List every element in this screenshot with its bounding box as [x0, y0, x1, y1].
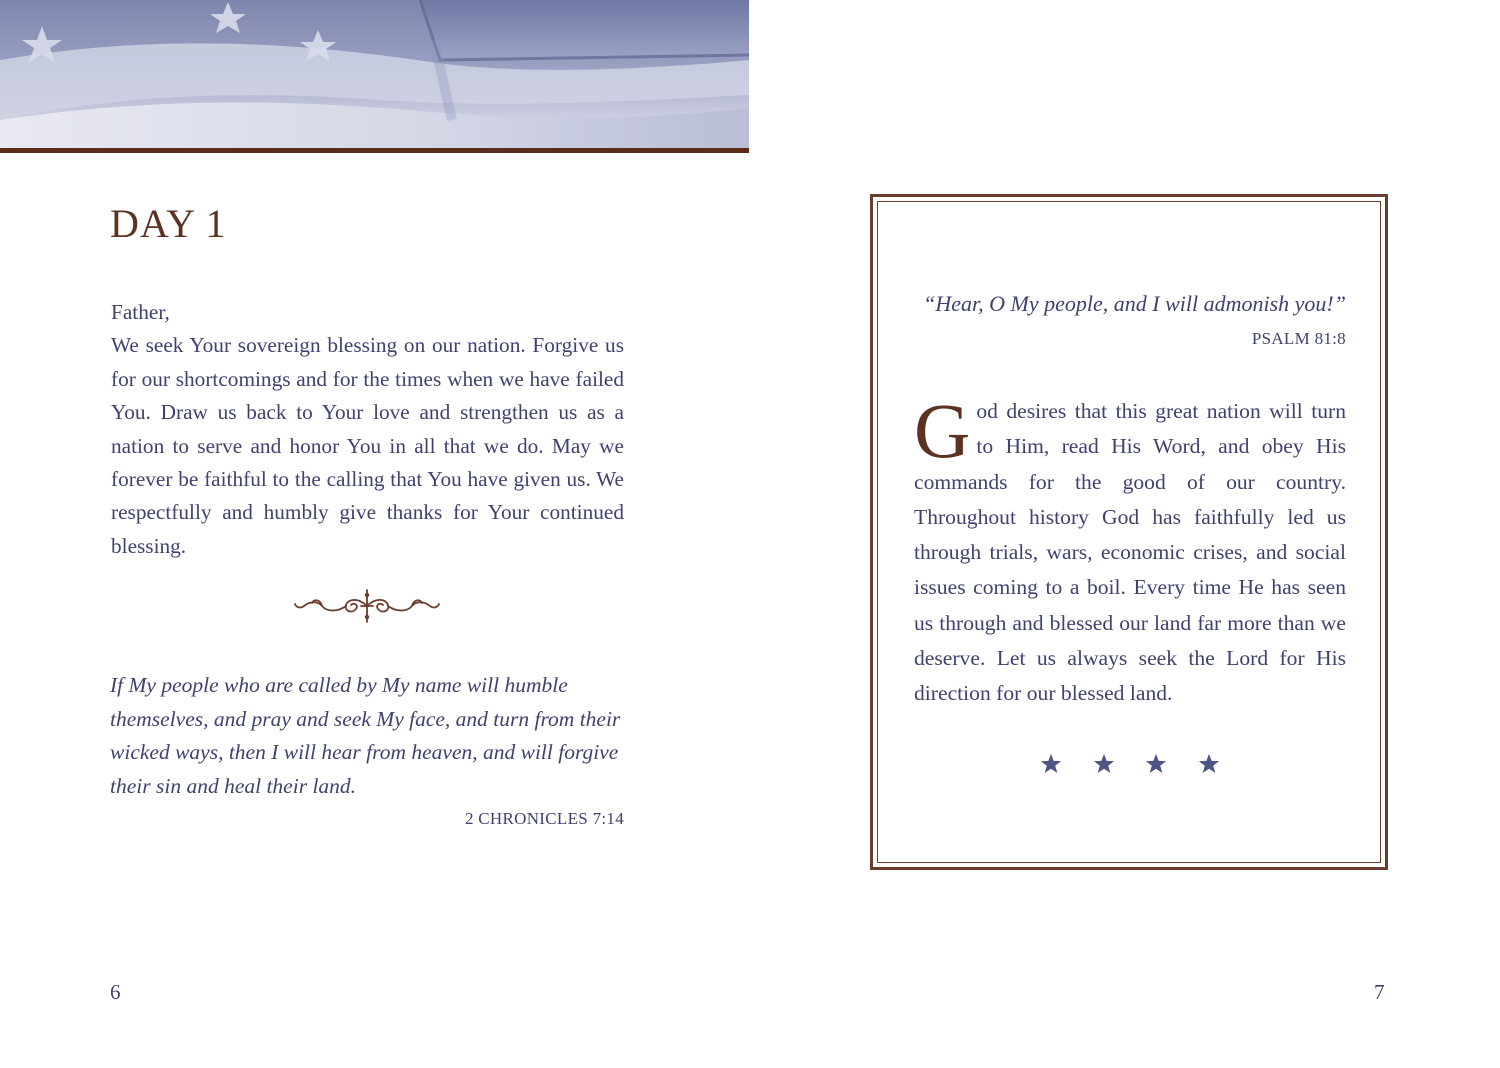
star-icon	[1145, 753, 1167, 775]
star-icon	[1198, 753, 1220, 775]
day-title: DAY 1	[110, 201, 227, 246]
scroll-flourish-icon	[292, 587, 442, 625]
drop-cap: G	[914, 387, 971, 474]
prayer-body: We seek Your sovereign blessing on our nation. Forgive us for our shortcomings and for the times when we have failed You. Draw us back to Your love and strengthen us as a nation to serve and honor You in all that we do. May we forever be faithful to the calling that You have given us. We respectfully and humbly give thanks for Your continued blessing.	[111, 333, 624, 558]
star-icon	[1040, 753, 1062, 775]
flag-banner-image	[0, 0, 749, 148]
star-icon	[1093, 753, 1115, 775]
scripture-quote: If My people who are called by My name will humble themselves, and pray and seek My face, and turn from their wicked ways, then I will hear from heaven, and will forgive their sin and heal their land.	[110, 673, 621, 798]
verse-quote: “Hear, O My people, and I will admonish you!”	[923, 291, 1346, 316]
page-number-right: 7	[1374, 980, 1385, 1004]
scripture-reference: 2 CHRONICLES 7:14	[464, 809, 624, 828]
prayer-salutation: Father,	[111, 300, 170, 324]
prayer-text	[111, 296, 624, 563]
devotional-text	[914, 387, 1346, 712]
banner-divider-rule	[0, 148, 749, 153]
page-number-left: 6	[110, 980, 121, 1004]
verse-reference: PSALM 81:8	[1251, 329, 1346, 348]
star-row	[1040, 747, 1220, 781]
devotional-body: od desires that this great nation will turn to Him, read His Word, and obey His commands for the good of our country. Throughout history God has faithfully led us through trials, wars, economic crises, and social issues coming to a boil. Every time He has seen us through and blessed our land far more than we deserve. Let us always seek the Lord for His direction for our blessed land.	[914, 399, 1346, 706]
